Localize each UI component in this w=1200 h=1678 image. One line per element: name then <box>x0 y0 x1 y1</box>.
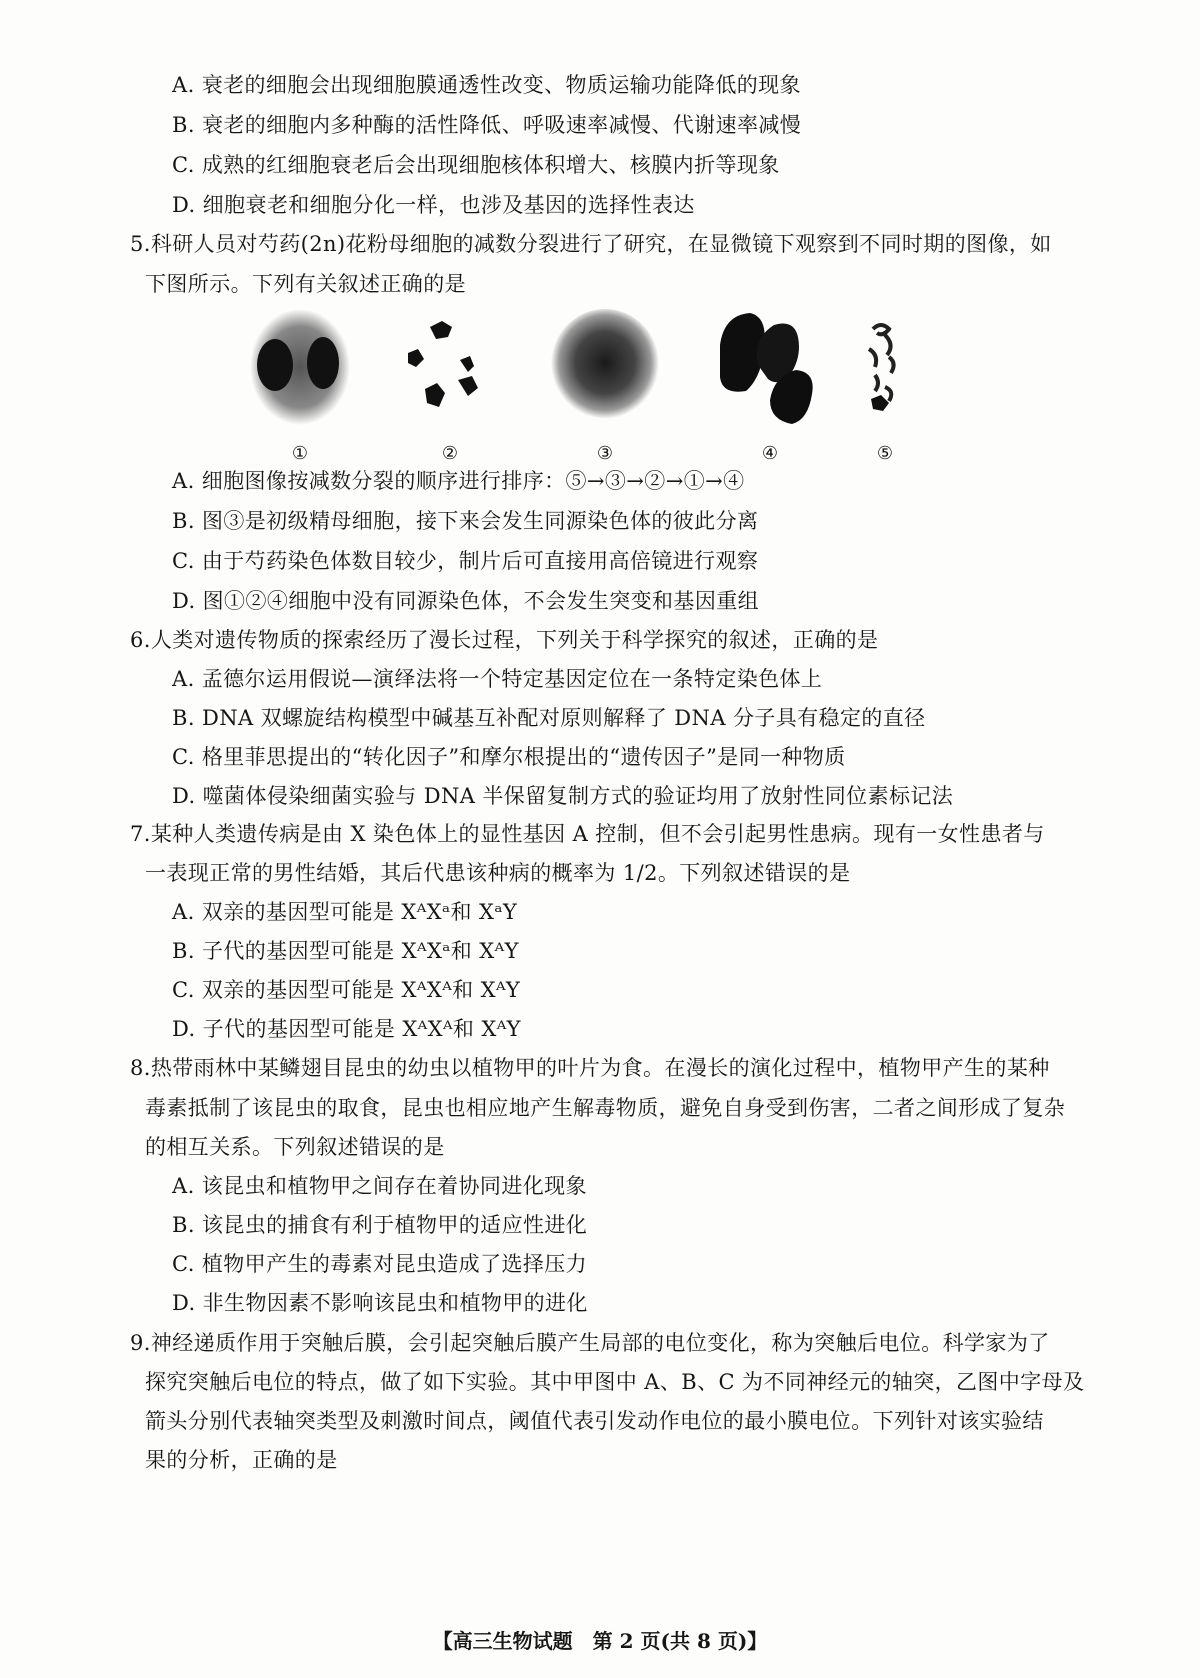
micrograph-5 <box>855 305 915 440</box>
q7-stem-line2: 一表现正常的男性结婚，其后代患该种病的概率为 1/2。下列叙述错误的是 <box>145 861 851 885</box>
q5-option-b: B. 图③是初级精母细胞，接下来会发生同源染色体的彼此分离 <box>172 509 759 533</box>
q4-option-b: B. 衰老的细胞内多种酶的活性降低、呼吸速率减慢、代谢速率减慢 <box>172 113 802 137</box>
q9-line2: 探究突触后电位的特点，做了如下实验。其中甲图中 A、B、C 为不同神经元的轴突，乙图中字母及 <box>145 1370 1085 1394</box>
meiosis-figure <box>240 305 940 470</box>
q9-line3: 箭头分别代表轴突类型及刺激时间点，阈值代表引发动作电位的最小膜电位。下列针对该实验结 <box>145 1409 1044 1433</box>
q8-option-b: B. 该昆虫的捕食有利于植物甲的适应性进化 <box>172 1213 588 1237</box>
q5-stem-line1: 5.科研人员对芍药(2n)花粉母细胞的减数分裂进行了研究，在显微镜下观察到不同时期的图像，如 <box>130 232 1052 256</box>
q8-stem-line3: 的相互关系。下列叙述错误的是 <box>145 1135 445 1159</box>
q4-option-d: D. 细胞衰老和细胞分化一样，也涉及基因的选择性表达 <box>172 193 695 217</box>
micrograph-2 <box>400 305 500 440</box>
q8-option-a: A. 该昆虫和植物甲之间存在着协同进化现象 <box>172 1174 587 1198</box>
q7-option-c: C. 双亲的基因型可能是 XᴬXᴬ和 XᴬY <box>172 978 521 1002</box>
q8-stem-line1: 8.热带雨林中某鳞翅目昆虫的幼虫以植物甲的叶片为食。在漫长的演化过程中，植物甲产生的某种 <box>130 1056 1050 1080</box>
q5-option-a: A. 细胞图像按减数分裂的顺序进行排序：⑤→③→②→①→④ <box>172 469 745 493</box>
q6-stem: 6.人类对遗传物质的探索经历了漫长过程，下列关于科学探究的叙述，正确的是 <box>130 628 879 652</box>
q7-option-a: A. 双亲的基因型可能是 XᴬXᵃ和 XᵃY <box>172 900 518 924</box>
q8-option-c: C. 植物甲产生的毒素对昆虫造成了选择压力 <box>172 1252 588 1276</box>
q6-option-d: D. 噬菌体侵染细菌实验与 DNA 半保留复制方式的验证均用了放射性同位素标记法 <box>172 784 954 808</box>
q7-stem-line1: 7.某种人类遗传病是由 X 染色体上的显性基因 A 控制，但不会引起男性患病。现有一女性患者与 <box>130 822 1045 846</box>
micrograph-4 <box>710 305 830 440</box>
q9-line4: 果的分析，正确的是 <box>145 1448 338 1472</box>
q6-option-c: C. 格里菲思提出的“转化因子”和摩尔根提出的“遗传因子”是同一种物质 <box>172 745 846 769</box>
figure-label-2: ② <box>441 443 459 464</box>
figure-label-5: ⑤ <box>876 443 894 464</box>
page-footer: 【高三生物试题 第 2 页(共 8 页)】 <box>432 1629 768 1653</box>
q8-option-d: D. 非生物因素不影响该昆虫和植物甲的进化 <box>172 1291 588 1315</box>
figure-label-4: ④ <box>761 443 779 464</box>
figure-label-3: ③ <box>596 443 614 464</box>
q5-option-d: D. 图①②④细胞中没有同源染色体，不会发生突变和基因重组 <box>172 589 760 613</box>
q7-option-d: D. 子代的基因型可能是 XᴬXᴬ和 XᴬY <box>172 1017 521 1041</box>
figure-label-1: ① <box>291 443 309 464</box>
q4-option-c: C. 成熟的红细胞衰老后会出现细胞核体积增大、核膜内折等现象 <box>172 153 780 177</box>
micrograph-1 <box>240 305 360 440</box>
q7-option-b: B. 子代的基因型可能是 XᴬXᵃ和 XᴬY <box>172 939 519 963</box>
q5-option-c: C. 由于芍药染色体数目较少，制片后可直接用高倍镜进行观察 <box>172 549 759 573</box>
q8-stem-line2: 毒素抵制了该昆虫的取食，昆虫也相应地产生解毒物质，避免自身受到伤害，二者之间形成了复杂 <box>145 1096 1066 1120</box>
q9-line1: 9.神经递质作用于突触后膜，会引起突触后膜产生局部的电位变化，称为突触后电位。科学家为了 <box>130 1331 1050 1355</box>
q6-option-b: B. DNA 双螺旋结构模型中碱基互补配对原则解释了 DNA 分子具有稳定的直径 <box>172 706 926 730</box>
q4-option-a: A. 衰老的细胞会出现细胞膜通透性改变、物质运输功能降低的现象 <box>172 73 801 97</box>
micrograph-3 <box>545 305 665 440</box>
q6-option-a: A. 孟德尔运用假说—演绎法将一个特定基因定位在一条特定染色体上 <box>172 667 823 691</box>
q5-stem-line2: 下图所示。下列有关叙述正确的是 <box>145 272 466 296</box>
